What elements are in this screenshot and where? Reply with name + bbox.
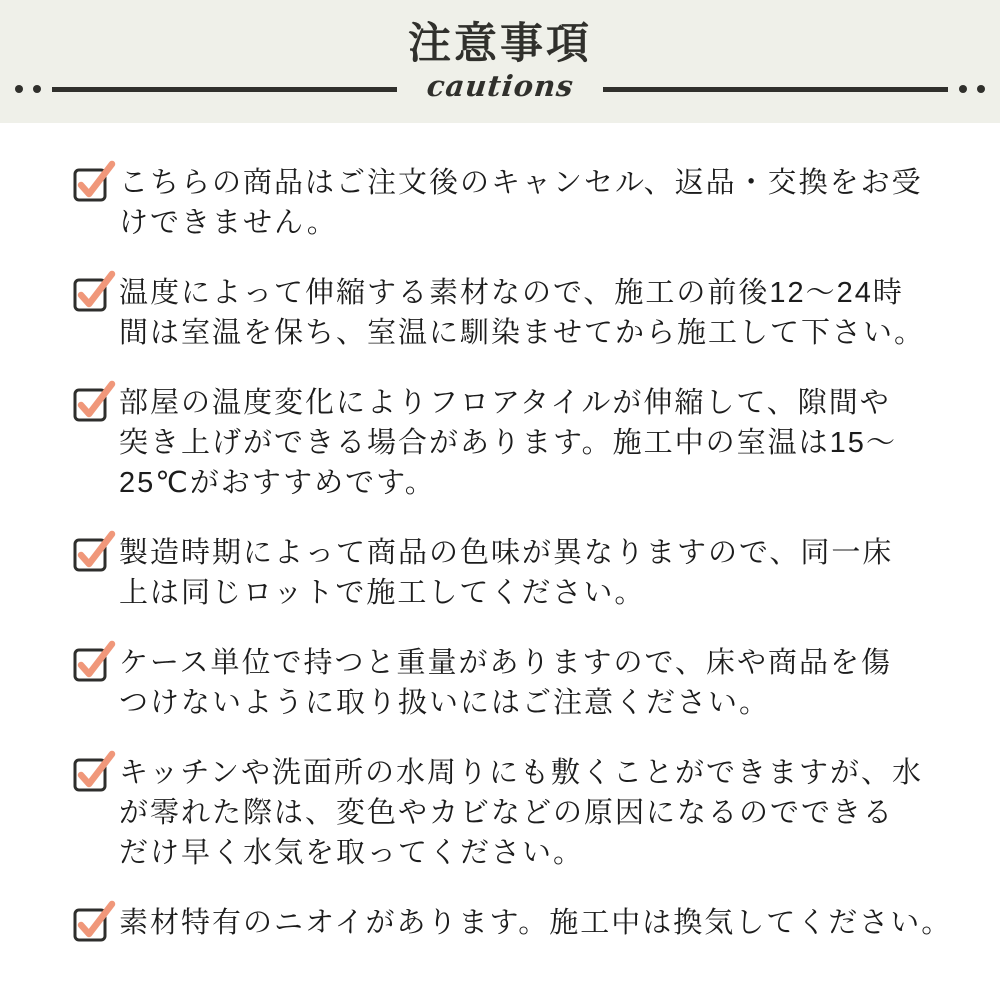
caution-item xyxy=(73,903,960,944)
caution-line: 製造時期によって商品の色味が異なりますので、同一床 xyxy=(119,537,894,569)
dot-icon xyxy=(15,85,23,93)
caution-text xyxy=(119,273,925,353)
caution-line: だけ早く水気を取ってください。 xyxy=(119,837,585,869)
caution-line: 温度によって伸縮する素材なので、施工の前後12〜24時 xyxy=(119,277,904,309)
caution-item xyxy=(73,533,960,613)
dot-icon xyxy=(959,85,967,93)
caution-text xyxy=(119,643,892,723)
caution-line: 部屋の温度変化によりフロアタイルが伸縮して、隙間や xyxy=(119,387,891,419)
caution-text xyxy=(119,383,897,503)
caution-line: こちらの商品はご注文後のキャンセル、返品・交換をお受 xyxy=(119,167,923,199)
caution-item xyxy=(73,383,960,503)
checked-checkbox-icon xyxy=(73,160,115,204)
cautions-list xyxy=(0,123,1000,944)
dot-icon xyxy=(977,85,985,93)
checked-checkbox-icon xyxy=(73,900,115,944)
caution-line: 素材特有のニオイがあります。施工中は換気してください。 xyxy=(119,907,953,939)
title-divider xyxy=(0,69,1000,106)
caution-line: つけないように取り扱いにはご注意ください。 xyxy=(119,687,771,719)
caution-item xyxy=(73,273,960,353)
caution-line: 突き上げができる場合があります。施工中の室温は15〜 xyxy=(119,427,897,459)
caution-line: ケース単位で持つと重量がありますので、床や商品を傷 xyxy=(119,647,892,679)
caution-text xyxy=(119,533,893,613)
caution-text xyxy=(119,753,923,873)
caution-line: 間は室温を保ち、室温に馴染ませてから施工して下さい。 xyxy=(119,317,926,349)
caution-line: 25℃がおすすめです。 xyxy=(119,467,436,499)
caution-line: 上は同じロットで施工してください。 xyxy=(119,577,646,609)
caution-line: キッチンや洗面所の水周りにも敷くことができますが、水 xyxy=(119,757,923,789)
divider-line xyxy=(603,87,948,92)
caution-line: が零れた際は、変色やカビなどの原因になるのでできる xyxy=(119,797,895,829)
checked-checkbox-icon xyxy=(73,640,115,684)
caution-text xyxy=(119,163,923,243)
checked-checkbox-icon xyxy=(73,530,115,574)
page-title: 注意事項 xyxy=(408,20,592,68)
caution-line: けできません。 xyxy=(119,207,338,239)
checked-checkbox-icon xyxy=(73,750,115,794)
caution-item xyxy=(73,163,960,243)
caution-item xyxy=(73,643,960,723)
dot-icon xyxy=(33,85,41,93)
caution-item xyxy=(73,753,960,873)
subtitle-cautions: cautions xyxy=(424,69,576,103)
caution-text xyxy=(119,903,952,943)
checked-checkbox-icon xyxy=(73,270,115,314)
checked-checkbox-icon xyxy=(73,380,115,424)
cautions-header xyxy=(0,0,1000,123)
divider-line xyxy=(52,87,397,92)
